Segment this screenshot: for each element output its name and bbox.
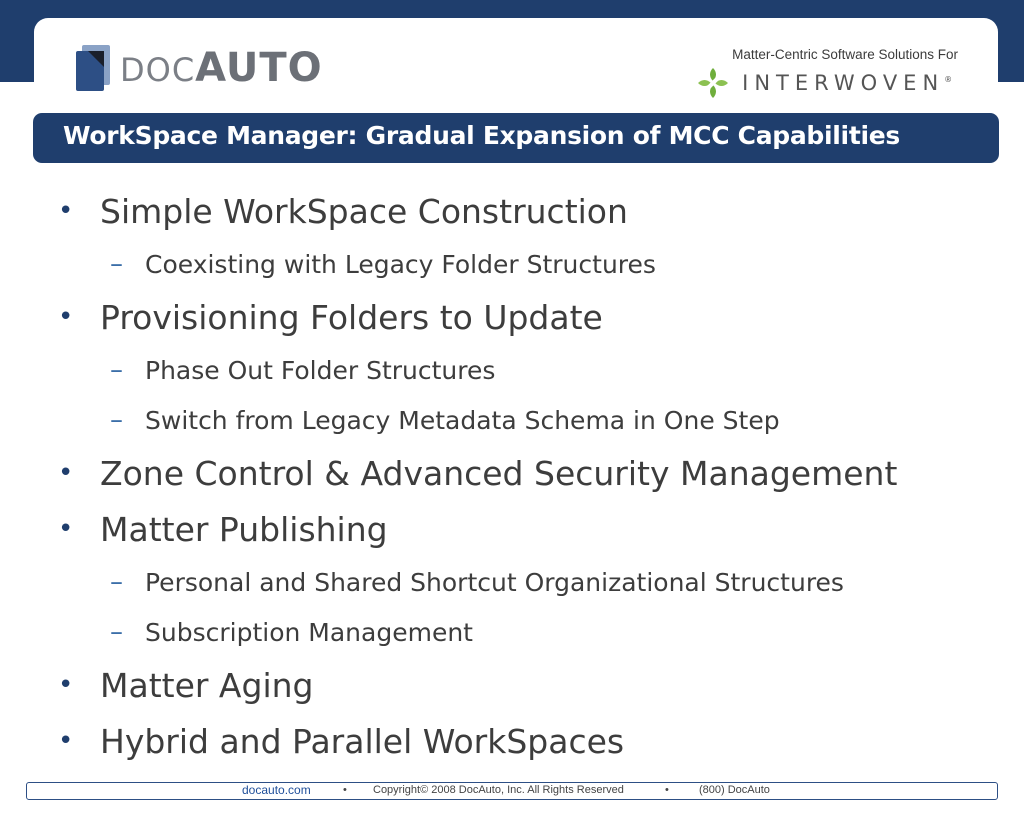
interwoven-leaf-icon — [696, 66, 730, 100]
docauto-logo-text — [120, 45, 323, 91]
docauto-logo-suffix: AUTO — [195, 45, 323, 91]
bullet-item — [58, 501, 998, 557]
sub-bullet-text: Phase Out Folder Structures — [145, 355, 496, 385]
bullet-item — [58, 713, 998, 769]
bullet-item — [58, 445, 998, 501]
bullet-text: Zone Control & Advanced Security Management — [100, 453, 898, 493]
dash-marker-icon: – — [110, 249, 123, 279]
footer-phone: (800) DocAuto — [699, 784, 770, 796]
bullet-marker-icon: • — [58, 514, 74, 544]
bullet-text: Hybrid and Parallel WorkSpaces — [100, 721, 625, 761]
footer-separator: • — [665, 784, 669, 796]
title-bar — [33, 113, 999, 163]
bullet-marker-icon: • — [58, 726, 74, 756]
interwoven-logo — [696, 47, 958, 100]
bullet-item — [58, 183, 998, 239]
sub-bullet-text: Subscription Management — [145, 617, 473, 647]
interwoven-wordmark: INTERWOVEN — [742, 71, 945, 95]
docauto-logo-prefix: DOC — [120, 51, 196, 89]
footer-copyright: Copyright© 2008 DocAuto, Inc. All Rights Reserved — [373, 784, 624, 796]
sub-bullet-item — [110, 345, 998, 395]
bullet-item — [58, 657, 998, 713]
bullet-text: Provisioning Folders to Update — [100, 297, 603, 337]
sub-bullet-text: Coexisting with Legacy Folder Structures — [145, 249, 656, 279]
slide-content — [58, 183, 998, 769]
docauto-logo-icon — [76, 45, 110, 91]
sub-bullet-text: Personal and Shared Shortcut Organizational Structures — [145, 567, 844, 597]
bullet-marker-icon: • — [58, 196, 74, 226]
footer-separator: • — [343, 784, 347, 796]
slide-title: WorkSpace Manager: Gradual Expansion of MCC Capabilities — [63, 121, 900, 150]
dash-marker-icon: – — [110, 405, 123, 435]
bullet-text: Simple WorkSpace Construction — [100, 191, 628, 231]
dash-marker-icon: – — [110, 617, 123, 647]
dash-marker-icon: – — [110, 567, 123, 597]
interwoven-name — [742, 71, 952, 95]
bullet-marker-icon: • — [58, 670, 74, 700]
sub-bullet-item — [110, 607, 998, 657]
sub-bullet-item — [110, 557, 998, 607]
bullet-text: Matter Publishing — [100, 509, 388, 549]
interwoven-registered-mark: ® — [944, 75, 953, 84]
dash-marker-icon: – — [110, 355, 123, 385]
sub-bullet-item — [110, 395, 998, 445]
interwoven-tagline: Matter-Centric Software Solutions For — [732, 47, 958, 62]
footer-website-link[interactable]: docauto.com — [242, 783, 311, 797]
sub-bullet-text: Switch from Legacy Metadata Schema in One Step — [145, 405, 780, 435]
docauto-logo — [76, 42, 323, 94]
bullet-marker-icon: • — [58, 302, 74, 332]
footer-bar — [26, 782, 998, 800]
bullet-marker-icon: • — [58, 458, 74, 488]
bullet-item — [58, 289, 998, 345]
sub-bullet-item — [110, 239, 998, 289]
bullet-text: Matter Aging — [100, 665, 314, 705]
